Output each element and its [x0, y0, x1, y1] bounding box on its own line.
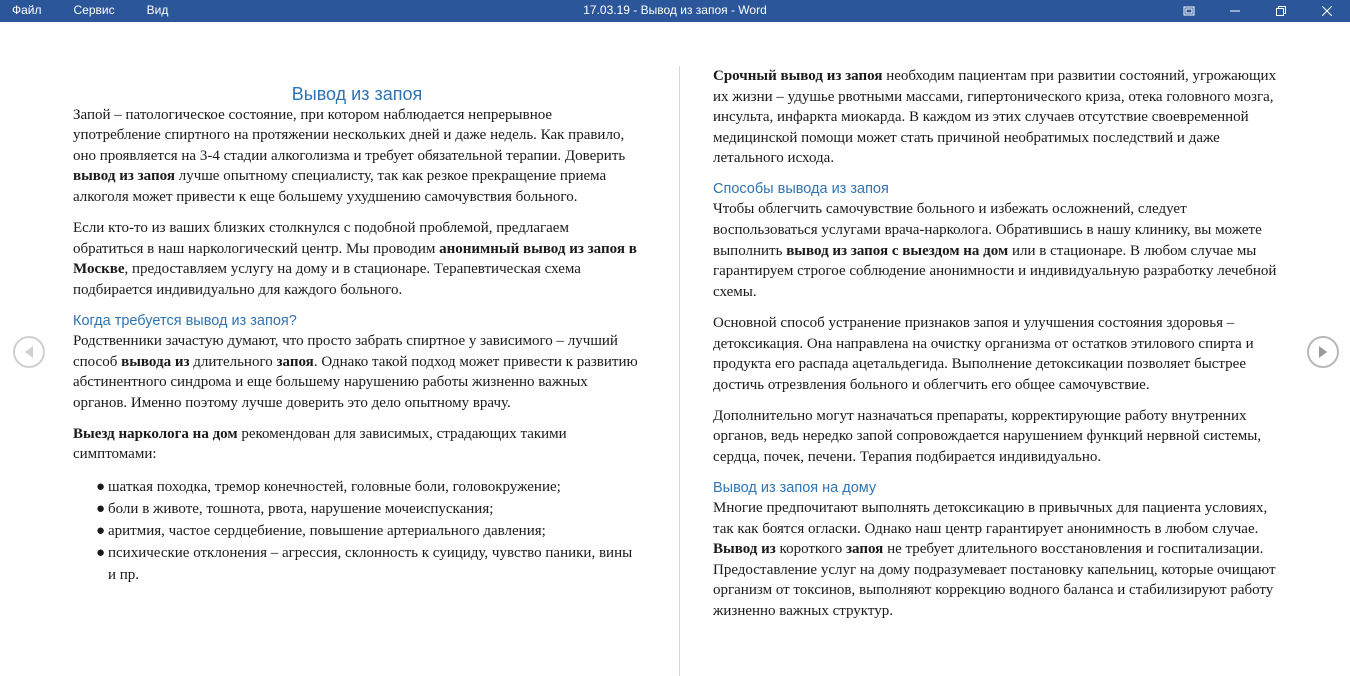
bold-text: запоя: [276, 353, 314, 370]
bold-text: анонимный вывод из запоя в Москве: [73, 240, 637, 278]
prev-page-icon: [23, 345, 35, 359]
list-item-text: шаткая походка, тремор конечностей, головные боли, головокружение;: [108, 478, 561, 495]
title-bar: [0, 0, 1350, 22]
list-item-text: аритмия, частое сердцебиение, повышение артериального давления;: [108, 522, 546, 539]
menu-tools[interactable]: Сервис: [73, 3, 115, 17]
text-run: Многие предпочитают выполнять детоксикацию в привычных для пациента условиях, так как боятся огласки. Однако наш центр гарантирует анонимность в любом случае.: [713, 500, 1268, 537]
text-run: Чтобы облегчить самочувствие больного и избежать осложнений, следует воспользоваться услугами врача-нарколога. Обратившись в нашу клинику, вы можете выполнить: [713, 201, 1262, 259]
text-run: Запой – патологическое состояние, при котором наблюдается непрерывное употребление спиртного на протяжении нескольких дней и даже недель. Как правило, оно проявляется на 3-4 стадии алкоголизма и требует обязательной терапии. Доверить: [73, 106, 626, 164]
window-controls: [1166, 0, 1350, 22]
restore-button[interactable]: [1258, 0, 1304, 22]
next-page-button[interactable]: [1307, 336, 1339, 368]
text-run: Родственники зачастую думают, что просто забрать спиртное у зависимого – лучший способ: [73, 332, 618, 370]
paragraph: [713, 66, 1283, 169]
paragraph: [73, 331, 641, 413]
text-run: лучше опытному специалисту, так как резкое прекращение приема алкоголя может привести к еще большему ухудшению самочувствия больного.: [73, 168, 607, 205]
bullet-icon: ●: [96, 500, 106, 517]
focus-button[interactable]: [1166, 0, 1212, 22]
text-run: необходим пациентам при развитии состояний, угрожающих их жизни – удушье рвотными массами, гипертонического криза, отека головного мозга, инсульта, инфаркта миокарда. В каждом из этих случаев отсутствие своевременной медицинской помощи может стать причиной необратимых последствий и даже летального исхода.: [713, 68, 1277, 167]
bold-text: вывод из запоя: [73, 168, 175, 185]
minimize-button[interactable]: [1212, 0, 1258, 22]
text-run: , предоставляем услугу на дому и в стационаре. Терапевтическая схема подбирается индивидуально для каждого больного.: [73, 261, 581, 298]
page-divider: [679, 66, 680, 676]
close-icon: [1322, 6, 1332, 16]
restore-icon: [1276, 6, 1286, 16]
bullet-icon: ●: [96, 478, 106, 495]
text-run: короткого: [775, 541, 846, 558]
text-run: длительного: [189, 353, 277, 370]
heading-when: Когда требуется вывод из запоя?: [73, 312, 297, 329]
bullet-icon: ●: [96, 544, 106, 561]
bold-text: Срочный вывод из запоя: [713, 68, 883, 84]
close-button[interactable]: [1304, 0, 1350, 22]
list-item: [73, 498, 641, 520]
window-title: 17.03.19 - Вывод из запоя - Word: [583, 3, 767, 17]
paragraph: [73, 218, 641, 300]
next-page-icon: [1317, 345, 1329, 359]
heading-methods: Способы вывода из запоя: [713, 181, 889, 198]
bullet-icon: ●: [96, 522, 106, 539]
menu-file[interactable]: Файл: [12, 3, 42, 17]
symptom-list: [73, 476, 641, 586]
paragraph: [73, 424, 641, 465]
paragraph: Дополнительно могут назначаться препараты, корректирующие работу внутренних органов, ведь нередко запой сопровождается нарушением функций нервной системы, сердца, почек, печени. Терапия подбирается индивидуально.: [713, 407, 1262, 465]
paragraph: [713, 498, 1283, 622]
list-item: [73, 542, 641, 586]
text-run: или в стационаре. В любом случае мы гарантируем строгое соблюдение анонимности и индивидуальную разработку лечебной схемы.: [713, 242, 1277, 300]
document-title: Вывод из запоя: [291, 84, 423, 104]
list-item-text: психические отклонения – агрессия, склонность к суициду, чувство паники, вины и пр.: [108, 544, 633, 583]
text-run: Если кто-то из ваших близких столкнулся с подобной проблемой, предлагаем обратиться в наш наркологический центр. Мы проводим: [73, 220, 569, 257]
prev-page-button[interactable]: [13, 336, 45, 368]
focus-icon: [1183, 6, 1195, 16]
bold-text: Выезд нарколога на дом: [73, 425, 238, 442]
document-view[interactable]: [0, 22, 1350, 670]
right-column: [713, 66, 1283, 632]
list-item: [73, 520, 641, 542]
text-run: не требует длительного восстановления и госпитализации. Предоставление услуг на дому подразумевает постановку капельниц, которые очищают организм от токсинов, выполняют коррекцию водного баланса и стабилизируют работу жизненно важных структур.: [713, 541, 1276, 620]
heading-home: Вывод из запоя на дому: [713, 480, 877, 497]
minimize-icon: [1230, 6, 1240, 16]
bold-text: Вывод из: [713, 541, 776, 558]
bold-text: запоя: [846, 541, 884, 558]
paragraph: Основной способ устранение признаков запоя и улучшения состояния здоровья – детоксикация. Она направлена на очистку организма от остатков этилового спирта и продукта его распада ацетальдегида. Выполнение детоксикации позволяет быстрее достичь отрезвления больного и облегчить его общее самочувствие.: [713, 314, 1254, 393]
text-run: рекомендован для зависимых, страдающих такими симптомами:: [73, 425, 567, 463]
text-run: . Однако такой подход может привести к развитию абстинентного синдрома и еще большему нарушению работы жизненно важных органов. Именно поэтому лучше доверить это дело опытному врачу.: [73, 353, 638, 411]
left-column: [73, 84, 641, 586]
paragraph: [73, 105, 641, 208]
paragraph: [713, 199, 1283, 302]
menu-view[interactable]: Вид: [146, 3, 169, 17]
bold-text: вывод из запоя с выездом на дом: [786, 242, 1009, 259]
list-item: [73, 476, 641, 498]
list-item-text: боли в животе, тошнота, рвота, нарушение мочеиспускания;: [108, 500, 494, 517]
menu-bar: [0, 3, 188, 17]
bold-text: вывода из: [121, 353, 190, 370]
